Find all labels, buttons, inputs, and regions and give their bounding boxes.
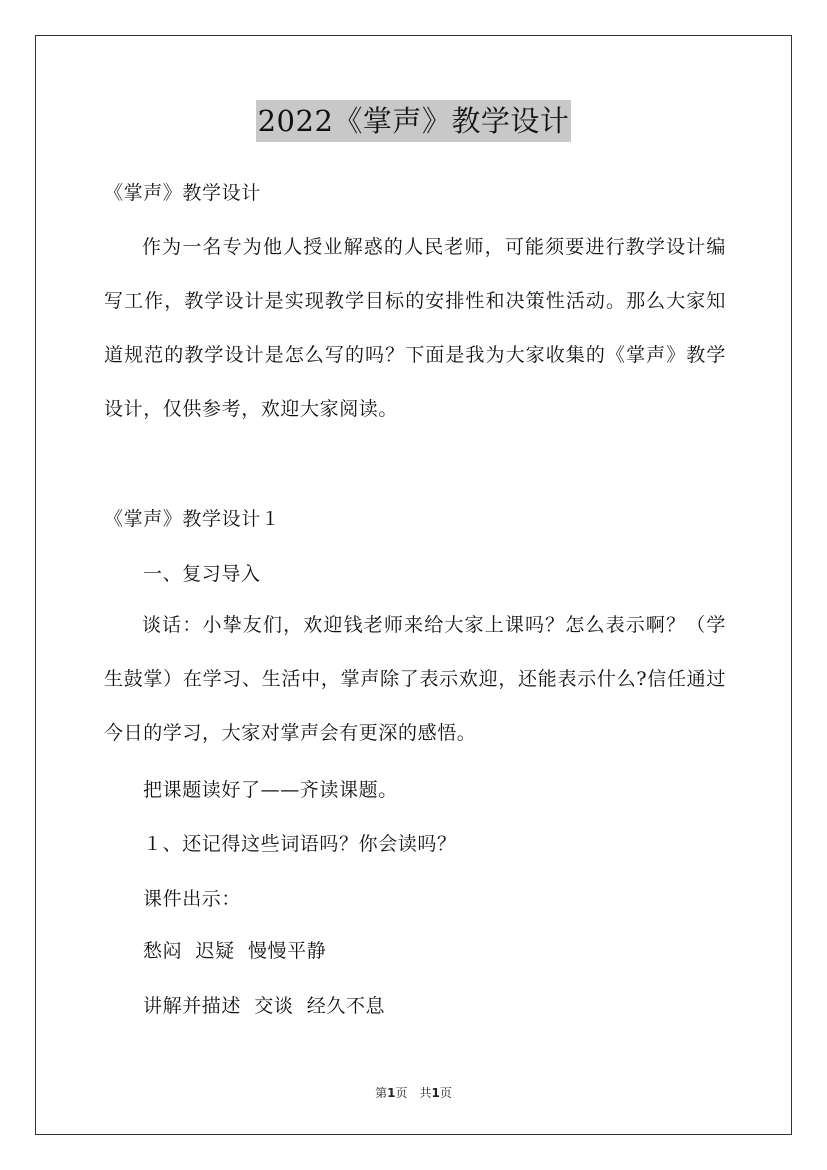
vocabulary-row-1: 愁闷 迟疑 慢慢平静: [143, 940, 327, 962]
step-heading: 一、复习导入: [143, 563, 261, 585]
footer-page-suffix: 页 共: [395, 1086, 432, 1100]
title-container: [0, 100, 827, 142]
vocabulary-row-2: 讲解并描述 交谈 经久不息: [143, 995, 386, 1017]
document-subtitle: 《掌声》教学设计: [104, 182, 261, 204]
footer-page-prefix: 第: [375, 1086, 388, 1100]
question-line: １、还记得这些词语吗？你会读吗？: [143, 833, 457, 855]
footer-total-pages: 1: [431, 1086, 440, 1100]
section-heading: 《掌声》教学设计１: [104, 508, 281, 530]
dialogue-paragraph: 谈话：小挚友们，欢迎钱老师来给大家上课吗？怎么表示啊？（学生鼓掌）在学习、生活中，掌声除了表示欢迎，还能表示什么?信任通过今日的学习，大家对掌声会有更深的感悟。: [104, 614, 726, 744]
footer-page-number: 1: [387, 1086, 396, 1100]
footer-total-suffix: 页: [439, 1086, 452, 1100]
page-footer: [0, 1084, 827, 1101]
intro-paragraph: 作为一名专为他人授业解惑的人民老师，可能须要进行教学设计编写工作，教学设计是实现教学目标的安排性和决策性活动。那么大家知道规范的教学设计是怎么写的吗？下面是我为大家收集的《掌声》教学设计，仅供参考，欢迎大家阅读。: [104, 236, 726, 420]
read-title-line: 把课题读好了——齐读课题。: [143, 779, 398, 801]
document-title: 2022《掌声》教学设计: [256, 100, 572, 142]
courseware-label: 课件出示：: [143, 888, 242, 910]
